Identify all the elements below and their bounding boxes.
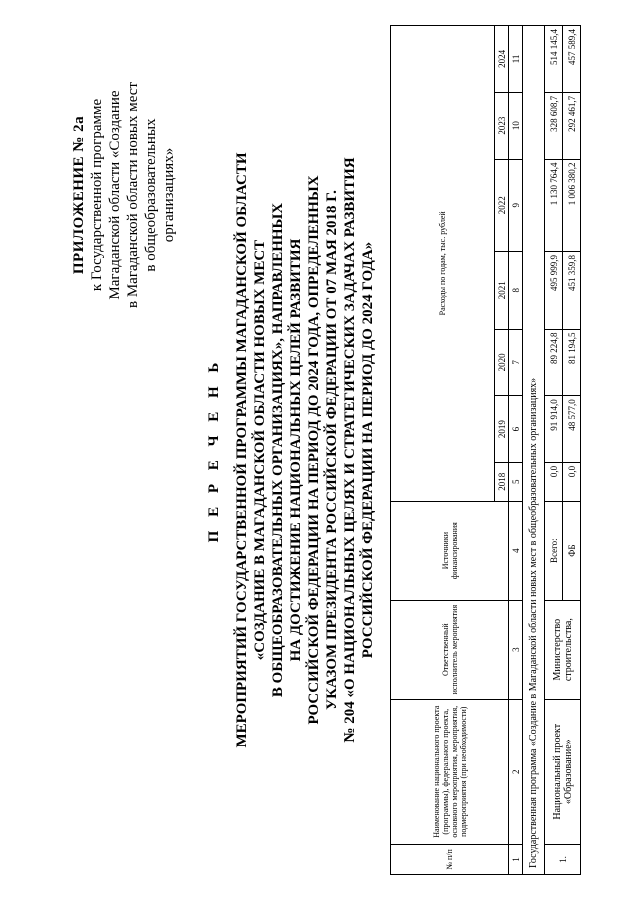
column-number: 5	[509, 462, 523, 501]
appendix-line: Магаданской области «Создание	[107, 90, 123, 300]
column-number: 11	[509, 26, 523, 93]
value-cell: 89 224,8	[545, 329, 563, 396]
value-cell: 48 577,0	[563, 396, 581, 463]
value-cell: 457 589,4	[563, 26, 581, 93]
row-number: 1.	[545, 844, 581, 874]
title-line: «СОЗДАНИЕ В МАГАДАНСКОЙ ОБЛАСТИ НОВЫХ МЕСТ	[252, 239, 268, 661]
program-title: Государственная программа «Создание в Магаданской области новых мест в общеобразовательных организациях»	[523, 26, 545, 875]
source-cell: Всего:	[545, 501, 563, 600]
value-cell: 81 194,5	[563, 329, 581, 396]
year-header: 2024	[495, 26, 509, 93]
year-header: 2020	[495, 329, 509, 396]
year-header: 2021	[495, 252, 509, 329]
value-cell: 292 461,7	[563, 92, 581, 159]
column-number: 2	[509, 699, 523, 844]
header-row	[391, 26, 495, 875]
row-executor-line: строительства,	[562, 618, 574, 682]
column-number: 9	[509, 159, 523, 252]
year-header: 2023	[495, 92, 509, 159]
year-header: 2018	[495, 462, 509, 501]
value-cell: 1 130 764,4	[545, 159, 563, 252]
value-cell: 91 914,0	[545, 396, 563, 463]
appendix-block	[70, 30, 178, 360]
row-name-line: Национальный проект	[551, 723, 563, 820]
document-title	[205, 55, 377, 845]
row-name-line: «Образование»	[562, 739, 574, 805]
appendix-line: в общеобразовательных	[143, 118, 159, 272]
title-line: № 204 «О НАЦИОНАЛЬНЫХ ЦЕЛЯХ И СТРАТЕГИЧЕСКИХ ЗАДАЧАХ РАЗВИТИЯ	[342, 157, 358, 743]
appendix-line: к Государственной программе	[89, 98, 105, 292]
column-number: 8	[509, 252, 523, 329]
title-line: В ОБЩЕОБРАЗОВАТЕЛЬНЫХ ОРГАНИЗАЦИЯХ», НАПРАВЛЕННЫХ	[270, 202, 286, 698]
column-number: 3	[509, 600, 523, 699]
value-cell: 495 999,9	[545, 252, 563, 329]
row-executor	[545, 600, 581, 699]
value-cell: 514 145,4	[545, 26, 563, 93]
header-num: № п/п	[391, 844, 509, 874]
source-cell: ФБ	[563, 501, 581, 600]
column-number: 1	[509, 844, 523, 874]
year-header: 2019	[495, 396, 509, 463]
header-executor: Ответственный исполнитель мероприятия	[391, 600, 509, 699]
row-executor-line: Министерство	[551, 618, 563, 681]
value-cell: 328 608,7	[545, 92, 563, 159]
header-source: Источники финансирования	[391, 501, 509, 600]
title-line: НА ДОСТИЖЕНИЕ НАЦИОНАЛЬНЫХ ЦЕЛЕЙ РАЗВИТИЯ	[288, 238, 304, 662]
appendix-number: ПРИЛОЖЕНИЕ № 2а	[71, 115, 87, 275]
row-name	[545, 699, 581, 844]
column-number: 6	[509, 396, 523, 463]
table-row	[545, 26, 563, 875]
title-line: УКАЗОМ ПРЕЗИДЕНТА РОССИЙСКОЙ ФЕДЕРАЦИИ ОТ 07 МАЯ 2018 Г.	[324, 190, 340, 710]
measures-table	[390, 25, 581, 875]
year-header: 2022	[495, 159, 509, 252]
title-line: РОССИЙСКОЙ ФЕДЕРАЦИИ НА ПЕРИОД ДО 2024 ГОДА, ОПРЕДЕЛЕННЫХ	[306, 175, 322, 725]
appendix-line: организациях»	[161, 147, 177, 243]
column-number: 7	[509, 329, 523, 396]
value-cell: 0,0	[563, 462, 581, 501]
title-perechen: П Е Р Е Ч Е Н Ь	[206, 357, 222, 543]
value-cell: 0,0	[545, 462, 563, 501]
title-line: МЕРОПРИЯТИЙ ГОСУДАРСТВЕННОЙ ПРОГРАММЫ МАГАДАНСКОЙ ОБЛАСТИ	[234, 152, 250, 748]
value-cell: 1 006 380,2	[563, 159, 581, 252]
column-number-row	[509, 26, 523, 875]
title-line: РОССИЙСКОЙ ФЕДЕРАЦИИ НА ПЕРИОД ДО 2024 ГОДА»	[360, 241, 376, 659]
header-expenses: Расходы по годам, тыс. рублей	[391, 26, 495, 502]
program-row	[523, 26, 545, 875]
header-name: Наименование национального проекта (программы), федерального проекта, основного мероприятия, мероприятия, подмероприятия (при необходимости)	[391, 699, 509, 844]
column-number: 10	[509, 92, 523, 159]
appendix-line: в Магаданской области новых мест	[125, 82, 141, 308]
value-cell: 451 359,8	[563, 252, 581, 329]
column-number: 4	[509, 501, 523, 600]
